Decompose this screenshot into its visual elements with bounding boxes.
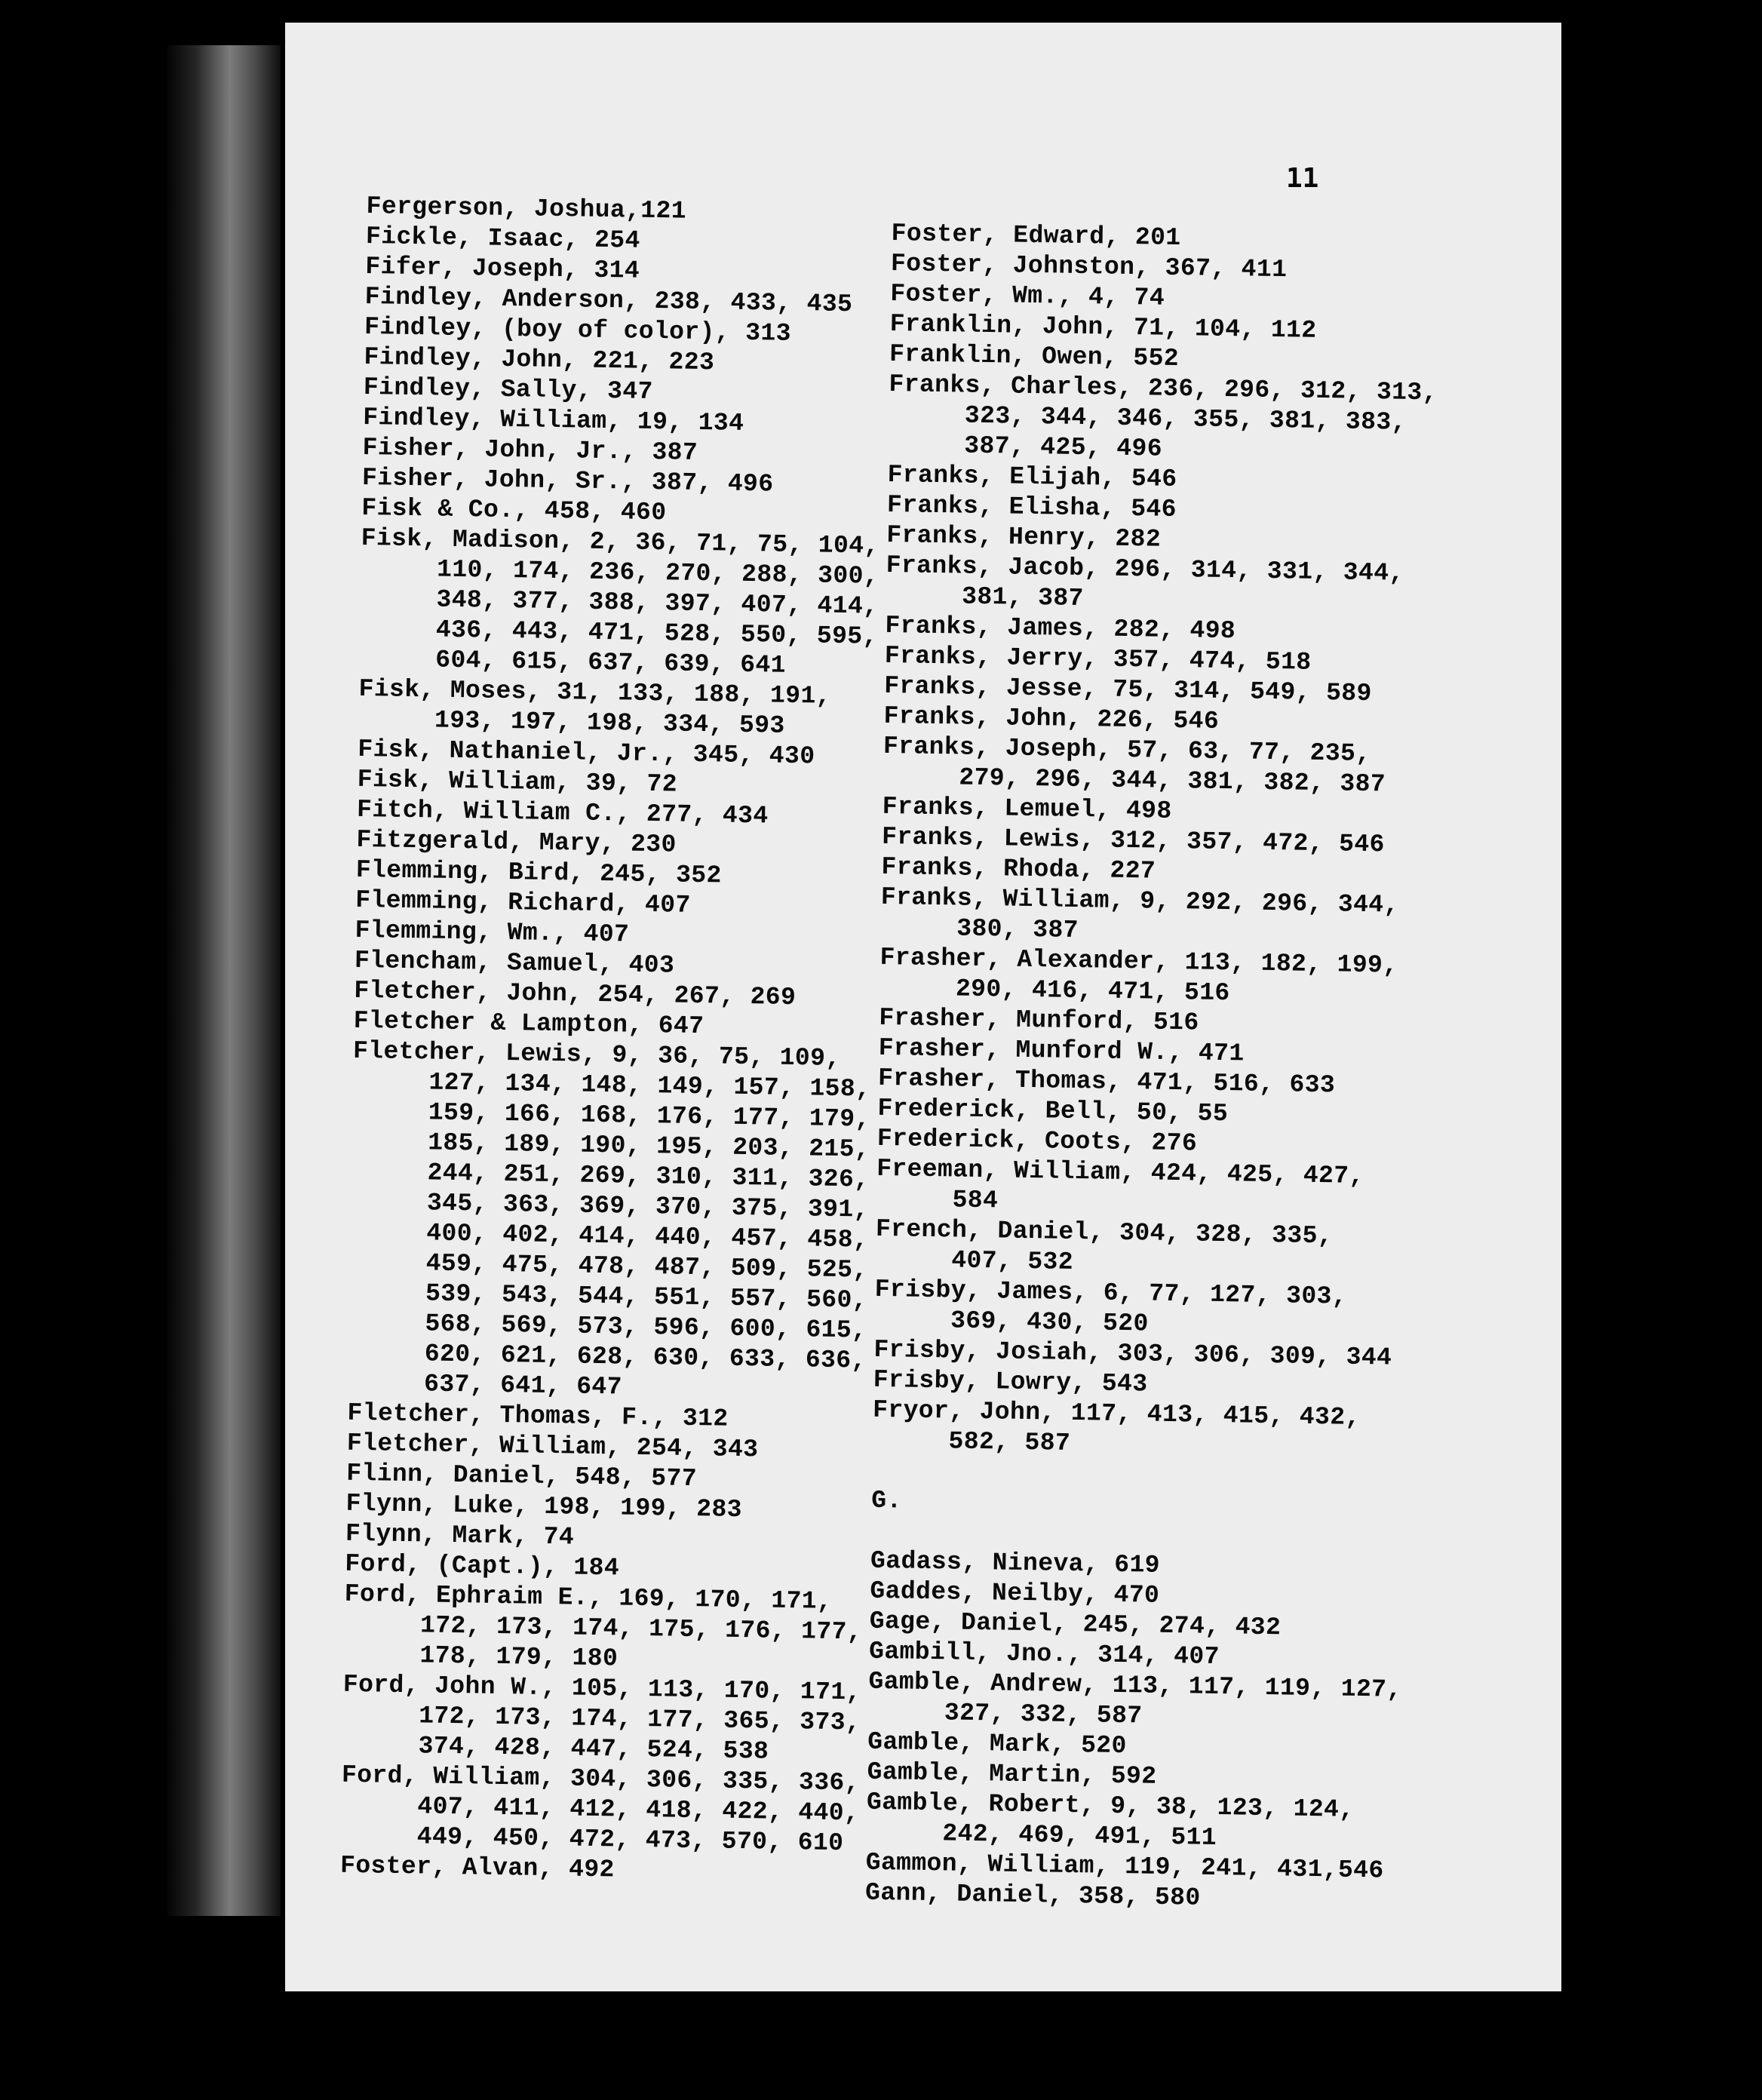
index-entry-line: Fisk, William, 39, 72 [357, 765, 678, 799]
index-entry-line: Fisk, Nathaniel, Jr., 345, 430 [358, 735, 815, 771]
index-entry-line: 620, 621, 628, 630, 633, 636, [348, 1338, 867, 1375]
index-entry-line: 407, 532 [875, 1245, 1074, 1276]
index-entry-line: Findley, William, 19, 134 [363, 403, 744, 438]
index-entry-line: Franks, Joseph, 57, 63, 77, 235, [883, 732, 1371, 769]
index-entry-line: Flemming, Bird, 245, 352 [355, 855, 722, 890]
index-entry-line: 185, 189, 190, 195, 203, 215, [351, 1127, 870, 1164]
index-entry-line: 323, 344, 346, 355, 381, 383, [888, 400, 1407, 437]
index-entry-line: 290, 416, 471, 516 [879, 973, 1230, 1008]
index-entry-line: 172, 173, 174, 175, 176, 177, [343, 1610, 863, 1647]
index-entry-line: 172, 173, 174, 177, 365, 373, [342, 1700, 861, 1737]
index-entry-line: Franklin, John, 71, 104, 112 [889, 309, 1317, 345]
index-entry-line: Fisher, John, Sr., 387, 496 [361, 463, 774, 499]
index-entry-line: 279, 296, 344, 381, 382, 387 [883, 762, 1386, 799]
index-entry-line: Fletcher & Lampton, 647 [353, 1006, 704, 1041]
index-entry-line: 244, 251, 269, 310, 311, 326, [351, 1157, 870, 1194]
index-entry-line: Ford, John W., 105, 113, 170, 171, [342, 1670, 862, 1707]
index-entry-line: Franks, James, 282, 498 [885, 611, 1236, 646]
index-entry-line: Gaddes, Neilby, 470 [870, 1577, 1160, 1610]
index-entry-line: Fletcher, Lewis, 9, 36, 75, 109, [352, 1036, 841, 1073]
index-column-right [864, 219, 1438, 1917]
index-entry-line: Fryor, John, 117, 413, 415, 432, [872, 1395, 1361, 1432]
index-entry-line: Foster, Johnston, 367, 411 [890, 249, 1288, 284]
index-entry-line: Flemming, Wm., 407 [355, 916, 630, 949]
index-entry-line: 582, 587 [872, 1426, 1071, 1457]
index-entry-line: Fifer, Joseph, 314 [365, 252, 640, 285]
index-entry-line: 345, 363, 369, 370, 375, 391, [350, 1187, 870, 1224]
index-entry-line: 584 [876, 1184, 999, 1215]
index-entry-line: Fergerson, Joshua,121 [366, 192, 687, 226]
index-entry-line: Frasher, Thomas, 471, 516, 633 [877, 1064, 1336, 1100]
index-entry-line: Fisk, Moses, 31, 133, 188, 191, [358, 674, 832, 711]
index-entry-line: Findley, John, 221, 223 [364, 342, 715, 377]
index-entry-line: French, Daniel, 304, 328, 335, [875, 1214, 1334, 1251]
page-number: 11 [1286, 163, 1319, 194]
section-heading-g: G. [871, 1486, 903, 1515]
index-entry-line: Gamble, Mark, 520 [867, 1727, 1127, 1761]
index-entry-line: Franks, Jacob, 296, 314, 331, 344, [886, 551, 1404, 588]
index-entry-line: Franks, Jesse, 75, 314, 549, 589 [883, 671, 1372, 708]
index-entry-line: Flynn, Mark, 74 [345, 1519, 575, 1552]
index-entry-line: Gamble, Martin, 592 [867, 1758, 1157, 1791]
index-entry-line: Gage, Daniel, 245, 274, 432 [869, 1607, 1282, 1642]
index-entry-line: Fisk & Co., 458, 460 [361, 493, 667, 527]
index-entry-line: 159, 166, 168, 176, 177, 179, [351, 1097, 870, 1134]
index-entry-line: Fitch, William C., 277, 434 [356, 795, 769, 830]
index-entry-line: Gammon, William, 119, 241, 431,546 [865, 1848, 1384, 1885]
index-entry-line: Franks, Elisha, 546 [886, 490, 1177, 523]
index-entry-line: 459, 475, 478, 487, 509, 525, [349, 1248, 868, 1285]
index-entry-line: Gann, Daniel, 358, 580 [864, 1878, 1201, 1912]
index-entry-line: Foster, Alvan, 492 [339, 1851, 615, 1884]
index-entry-line: 380, 387 [879, 913, 1079, 945]
index-entry-line: Ford, William, 304, 306, 335, 336, [341, 1761, 861, 1798]
index-entry-line: Findley, (boy of color), 313 [364, 312, 792, 348]
index-entry-line: Franks, Charles, 236, 296, 312, 313, [889, 370, 1438, 407]
index-entry-line: Fitzgerald, Mary, 230 [356, 825, 677, 859]
index-entry-line: 193, 197, 198, 334, 593 [358, 705, 785, 740]
index-entry-line: Franks, Lemuel, 498 [882, 792, 1172, 825]
index-entry-line: 604, 615, 637, 639, 641 [358, 644, 787, 680]
index-entry-line: 110, 174, 236, 270, 288, 300, [360, 554, 879, 591]
index-entry-line: Fickle, Isaac, 254 [365, 222, 640, 255]
index-entry-line: Fisher, John, Jr., 387 [362, 433, 698, 467]
index-entry-line: 327, 332, 587 [867, 1697, 1143, 1730]
index-entry-line: 539, 543, 544, 551, 557, 560, [348, 1278, 868, 1315]
index-entry-line: Findley, Anderson, 238, 433, 435 [364, 282, 853, 319]
index-entry-line: Frederick, Bell, 50, 55 [877, 1094, 1229, 1128]
index-entry-line: Foster, Wm., 4, 74 [890, 279, 1165, 312]
index-entry-line: Franks, William, 9, 292, 296, 344, [880, 883, 1399, 920]
index-entry-line: Freeman, William, 424, 425, 427, [876, 1154, 1364, 1190]
index-entry-line: Frasher, Munford W., 471 [878, 1033, 1245, 1068]
index-entry-line: 387, 425, 496 [888, 430, 1163, 463]
index-entry-line: Franks, Jerry, 357, 474, 518 [884, 641, 1312, 677]
index-entry-line: Frisby, James, 6, 77, 127, 303, [874, 1275, 1348, 1311]
index-entry-line: 407, 411, 412, 418, 422, 440, [341, 1791, 860, 1828]
index-entry-line: Frasher, Munford, 516 [879, 1003, 1199, 1037]
index-entry-line: Flencham, Samuel, 403 [354, 946, 675, 980]
index-entry-line: 369, 430, 520 [873, 1305, 1149, 1338]
index-entry-line: Franks, Elijah, 546 [887, 460, 1177, 493]
index-entry-line: Franklin, Owen, 552 [889, 339, 1180, 373]
index-entry-line: 637, 641, 647 [347, 1368, 623, 1402]
index-entry-line: Franks, Lewis, 312, 357, 472, 546 [881, 822, 1386, 859]
index-entry-line: 568, 569, 573, 596, 600, 615, [348, 1308, 867, 1345]
index-entry-line: Frisby, Josiah, 303, 306, 309, 344 [873, 1335, 1392, 1372]
index-entry-line: 400, 402, 414, 440, 457, 458, [350, 1217, 869, 1254]
index-entry-line: Franks, Henry, 282 [886, 520, 1162, 554]
index-entry-line: Gambill, Jno., 314, 407 [868, 1637, 1220, 1672]
book-spine-shadow [167, 45, 281, 1916]
index-entry-line: Franks, John, 226, 546 [883, 702, 1220, 735]
index-entry-line: Frederick, Coots, 276 [876, 1124, 1198, 1158]
index-entry-line: Flinn, Daniel, 548, 577 [346, 1459, 698, 1494]
index-entry-line: Ford, (Capt.), 184 [345, 1549, 620, 1583]
index-entry-line: Franks, Rhoda, 227 [881, 852, 1156, 886]
index-entry-line: 436, 443, 471, 528, 550, 595, [359, 614, 879, 651]
index-entry-line: Gamble, Robert, 9, 38, 123, 124, [866, 1788, 1355, 1824]
index-entry-line: Fisk, Madison, 2, 36, 71, 75, 104, [361, 523, 879, 560]
index-entry-line: 127, 134, 148, 149, 157, 158, [352, 1067, 871, 1104]
index-entry-line: 374, 428, 447, 524, 538 [342, 1730, 769, 1766]
index-column-left [340, 192, 910, 1890]
index-entry-line: Ford, Ephraim E., 169, 170, 171, [344, 1580, 833, 1616]
index-entry-line: Flemming, Richard, 407 [355, 886, 691, 920]
index-entry-line: Foster, Edward, 201 [891, 219, 1181, 253]
index-entry-line: 348, 377, 388, 397, 407, 414, [360, 584, 879, 621]
index-entry-line: 178, 179, 180 [343, 1640, 619, 1673]
index-entry-line: Gadass, Nineva, 619 [870, 1546, 1161, 1580]
index-entry-line: Fletcher, William, 254, 343 [346, 1429, 759, 1464]
index-entry-line: 242, 469, 491, 511 [866, 1818, 1217, 1853]
index-entry-line: Frasher, Alexander, 113, 182, 199, [879, 943, 1398, 980]
index-entry-line: Findley, Sally, 347 [363, 373, 654, 406]
index-entry-line: 381, 387 [885, 581, 1085, 613]
index-entry-line: Fletcher, Thomas, F., 312 [347, 1398, 729, 1433]
index-entry-line: Frisby, Lowry, 543 [873, 1365, 1148, 1398]
index-entry-line: Flynn, Luke, 198, 199, 283 [345, 1489, 743, 1524]
index-entry-line: Fletcher, John, 254, 267, 269 [354, 976, 797, 1012]
index-entry-line: Gamble, Andrew, 113, 117, 119, 127, [868, 1667, 1402, 1704]
index-entry-line: 449, 450, 472, 473, 570, 610 [340, 1821, 844, 1858]
